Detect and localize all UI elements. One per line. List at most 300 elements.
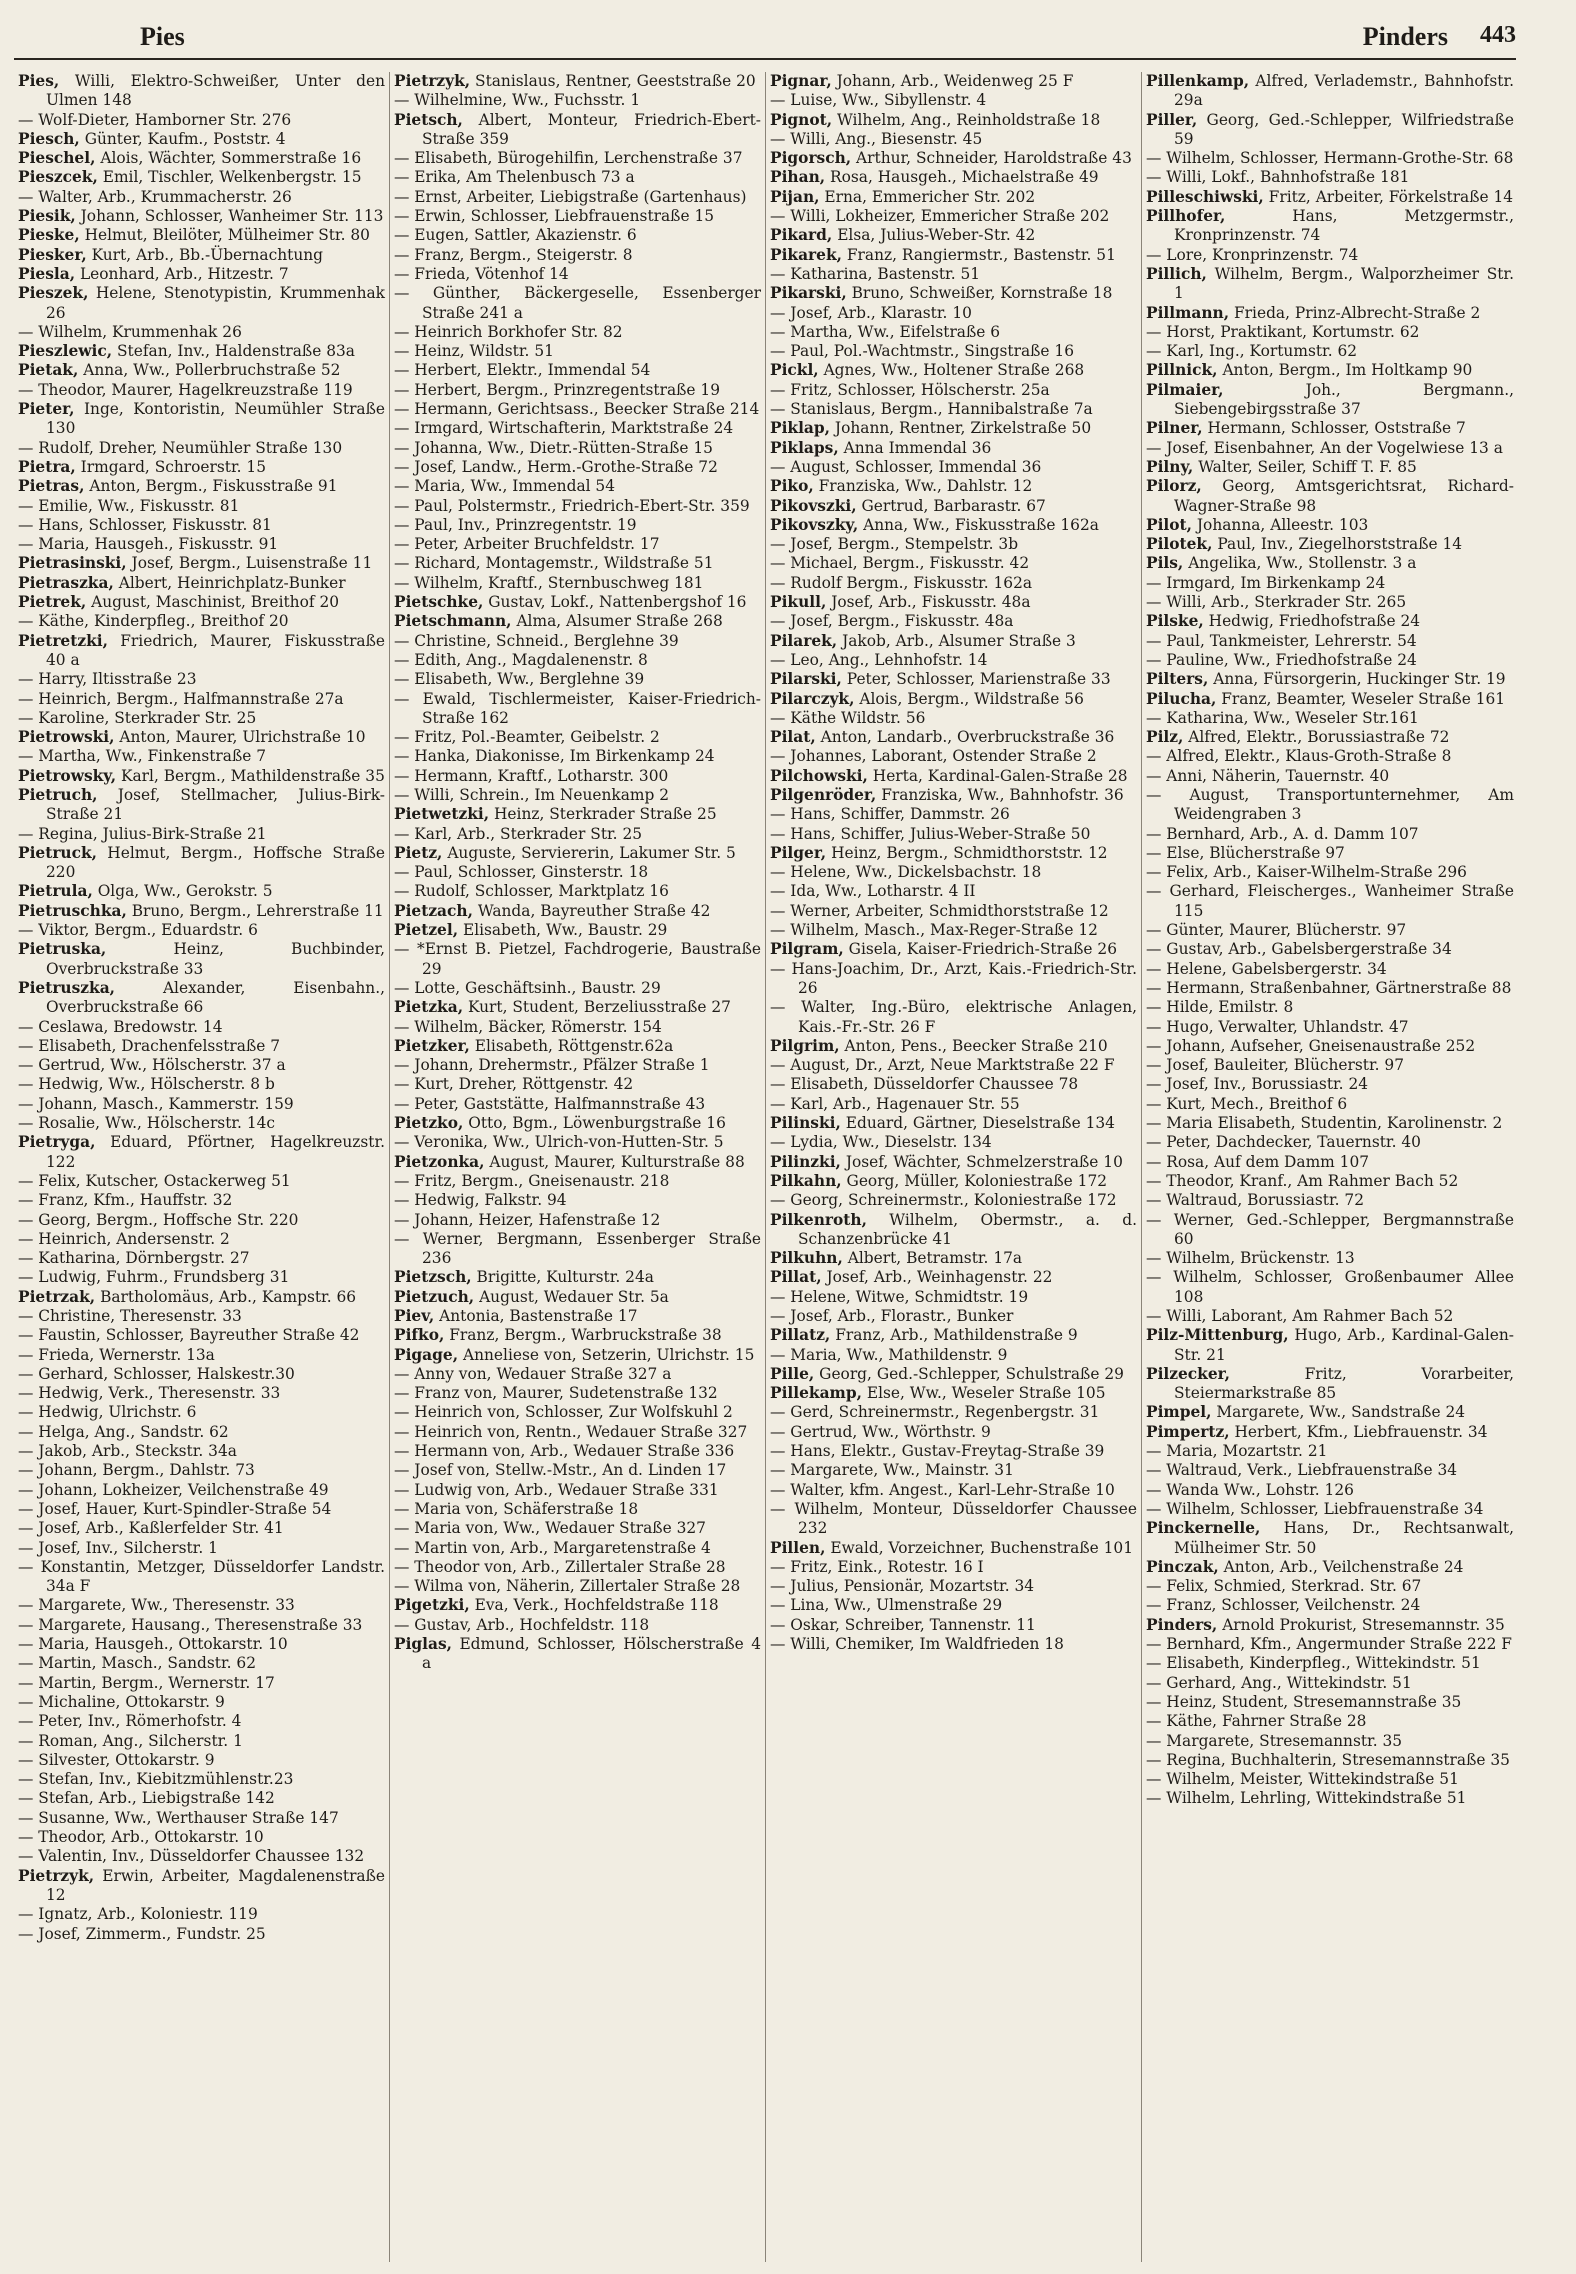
entry-details: — Margarete, Ww., Theresenstr. 33	[18, 1596, 295, 1615]
directory-entry	[18, 284, 385, 323]
directory-entry	[770, 728, 1137, 747]
entry-details: — Fritz, Pol.-Beamter, Geibelstr. 2	[394, 728, 660, 747]
entry-details: — Herbert, Elektr., Immendal 54	[394, 361, 651, 380]
directory-entry	[1146, 825, 1514, 844]
directory-entry	[770, 149, 1137, 168]
directory-entry	[18, 168, 385, 187]
entry-details: Fritz, Vorarbeiter, Steiermarkstraße 85	[1174, 1364, 1514, 1403]
directory-entry	[394, 111, 761, 150]
entry-details: — Erika, Am Thelenbusch 73 a	[394, 168, 635, 187]
entry-details: — Peter, Arbeiter Bruchfeldstr. 17	[394, 535, 660, 554]
entry-details: — Stefan, Inv., Kiebitzmühlenstr.23	[18, 1770, 294, 1789]
directory-entry	[770, 670, 1137, 689]
header-right-keyword: Pinders	[1362, 22, 1448, 51]
directory-entry	[18, 902, 385, 921]
entry-details: Johanna, Alleestr. 103	[1192, 515, 1369, 534]
entry-details: — Katharina, Ww., Weseler Str.161	[1146, 708, 1419, 727]
directory-entry	[394, 670, 761, 689]
entry-surname: Pilarski,	[770, 670, 842, 689]
directory-entry	[1146, 458, 1514, 477]
entry-surname: Pigage,	[394, 1345, 459, 1364]
entry-surname: Pillat,	[770, 1268, 822, 1287]
column-4	[1142, 72, 1518, 2262]
entry-details: — Regina, Julius-Birk-Straße 21	[18, 824, 267, 843]
entry-details: — Theodor, Maurer, Hagelkreuzstraße 119	[18, 380, 353, 399]
entry-details: Elisabeth, Ww., Baustr. 29	[458, 921, 668, 940]
entry-details: Emil, Tischler, Welkenbergstr. 15	[97, 168, 362, 187]
directory-entry	[18, 265, 385, 284]
entry-details: Helmut, Bleilöter, Mülheimer Str. 80	[79, 226, 370, 245]
entry-details: — Gerhard, Schlosser, Halskestr.30	[18, 1364, 295, 1383]
entry-details: — Margarete, Ww., Mainstr. 31	[770, 1461, 1014, 1480]
directory-entry	[1146, 1172, 1514, 1191]
directory-entry	[18, 323, 385, 342]
entry-surname: Pilkuhn,	[770, 1249, 843, 1268]
entry-surname: Pietschke,	[394, 593, 484, 612]
entry-details: Franz, Bergm., Warbruckstraße 38	[444, 1326, 722, 1345]
directory-entry	[770, 304, 1137, 323]
directory-entry	[1146, 1326, 1514, 1365]
entry-surname: Pille,	[770, 1364, 815, 1383]
directory-entry	[394, 1307, 761, 1326]
directory-entry	[394, 1596, 761, 1615]
entry-details: Anna, Ww., Fiskusstraße 162a	[858, 515, 1099, 534]
entry-details: — Willi, Laborant, Am Rahmer Bach 52	[1146, 1307, 1454, 1325]
directory-entry	[770, 1635, 1137, 1654]
entry-details: — Johann, Drehermstr., Pfälzer Straße 1	[394, 1056, 710, 1075]
directory-entry	[18, 1172, 385, 1191]
entry-surname: Pieter,	[18, 400, 75, 419]
entry-details: — Kurt, Mech., Breithof 6	[1146, 1094, 1348, 1113]
entry-details: Stanislaus, Rentner, Geeststraße 20	[470, 72, 756, 90]
entry-details: — Edith, Ang., Magdalenenstr. 8	[394, 650, 648, 669]
entry-details: — Georg, Schreinermstr., Koloniestraße 172	[770, 1191, 1117, 1210]
entry-details: — Regina, Buchhalterin, Stresemannstraße 35	[1146, 1750, 1510, 1769]
entry-details: — Käthe Wildstr. 56	[770, 708, 926, 727]
directory-entry	[394, 1211, 761, 1230]
entry-details: Irmgard, Schroerstr. 15	[75, 457, 266, 476]
directory-entry	[1146, 168, 1514, 187]
entry-details: — Heinrich von, Rentn., Wedauer Straße 327	[394, 1422, 748, 1441]
entry-details: Helene, Stenotypistin, Krummenhak 26	[46, 284, 385, 322]
entry-details: — Heinrich, Bergm., Halfmannstraße 27a	[18, 689, 344, 708]
entry-surname: Pilarek,	[770, 631, 838, 650]
directory-entry	[770, 1596, 1137, 1615]
directory-entry	[770, 1133, 1137, 1152]
entry-details: Josef, Arb., Fiskusstr. 48a	[826, 593, 1031, 612]
entry-surname: Pimpertz,	[1146, 1422, 1230, 1441]
entry-details: August, Wedauer Str. 5a	[474, 1287, 669, 1306]
entry-details: — Emilie, Ww., Fiskusstr. 81	[18, 496, 240, 515]
entry-details: August, Maurer, Kulturstraße 88	[484, 1152, 745, 1171]
entry-details: Johann, Schlosser, Wanheimer Str. 113	[75, 207, 384, 226]
entry-details: Walter, Seiler, Schiff T. F. 85	[1193, 457, 1417, 476]
entry-details: Gisela, Kaiser-Friedrich-Straße 26	[843, 940, 1117, 959]
entry-details: Hans, Metzgermstr., Kronprinzenstr. 74	[1174, 207, 1514, 245]
entry-details: Paul, Inv., Ziegelhorststraße 14	[1212, 535, 1463, 554]
entry-details: Georg, Ged.-Schlepper, Wilfriedstraße 59	[1174, 110, 1514, 148]
entry-details: Heinz, Bergm., Schmidthorststr. 12	[826, 843, 1108, 862]
entry-details: Josef, Arb., Weinhagenstr. 22	[821, 1268, 1053, 1287]
entry-details: — Georg, Bergm., Hoffsche Str. 220	[18, 1210, 299, 1229]
directory-entry	[770, 902, 1137, 921]
entry-details: — Wilhelm, Schlosser, Großenbaumer Allee 108	[1146, 1268, 1514, 1306]
directory-entry	[770, 400, 1137, 419]
entry-details: — Gerhard, Ang., Wittekindstr. 51	[1146, 1673, 1412, 1692]
directory-entry	[770, 458, 1137, 477]
entry-details: Willi, Elektro-Schweißer, Unter den Ulmen 148	[46, 72, 385, 110]
directory-entry	[18, 535, 385, 554]
entry-surname: Pietrzak,	[18, 1287, 96, 1306]
entry-surname: Pimpel,	[1146, 1403, 1212, 1422]
entry-details: — Paul, Schlosser, Ginsterstr. 18	[394, 863, 649, 882]
directory-entry	[18, 1635, 385, 1654]
directory-entry	[394, 728, 761, 747]
entry-details: — Hermann, Straßenbahner, Gärtnerstraße 88	[1146, 978, 1512, 997]
entry-details: — Christine, Theresenstr. 33	[18, 1307, 242, 1325]
entry-details: — Karoline, Sterkrader Str. 25	[18, 708, 257, 727]
entry-surname: Pilat,	[770, 728, 816, 747]
entry-details: — Rudolf, Dreher, Neumühler Straße 130	[18, 438, 343, 457]
entry-details: August, Maschinist, Breithof 20	[86, 593, 340, 612]
directory-entry	[18, 1828, 385, 1847]
directory-entry	[18, 516, 385, 535]
directory-entry	[1146, 960, 1514, 979]
directory-entry	[770, 844, 1137, 863]
entry-details: — Eugen, Sattler, Akazienstr. 6	[394, 226, 637, 245]
directory-entry	[18, 1307, 385, 1326]
entry-surname: Pieschel,	[18, 149, 96, 168]
entry-surname: Pikarski,	[770, 284, 847, 303]
entry-details: Anton, Arb., Veilchenstraße 24	[1218, 1557, 1464, 1576]
entry-details: Helmut, Bergm., Hoffsche Straße 220	[46, 843, 385, 882]
entry-surname: Pikovszki,	[770, 496, 857, 515]
directory-entry	[394, 1346, 761, 1365]
entry-surname: Pilot,	[1146, 515, 1192, 534]
directory-entry	[18, 477, 385, 496]
entry-details: Elisabeth, Röttgenstr.62a	[469, 1036, 674, 1055]
entry-details: — Oskar, Schreiber, Tannenstr. 11	[770, 1615, 1036, 1634]
directory-entry	[770, 1461, 1137, 1480]
directory-entry	[394, 825, 761, 844]
directory-entry	[18, 921, 385, 940]
entry-details: Alois, Wächter, Sommerstraße 16	[95, 149, 362, 168]
entry-details: — Felix, Schmied, Sterkrad. Str. 67	[1146, 1577, 1422, 1596]
entry-details: — Ludwig von, Arb., Wedauer Straße 331	[394, 1480, 719, 1499]
directory-entry	[18, 1365, 385, 1384]
directory-entry	[18, 1346, 385, 1365]
entry-surname: Pietschmann,	[394, 612, 512, 631]
entry-surname: Pikarek,	[770, 245, 842, 264]
directory-entry	[770, 1481, 1137, 1500]
entry-details: Wanda, Bayreuther Straße 42	[472, 901, 711, 920]
entry-details: — Frieda, Wernerstr. 13a	[18, 1345, 215, 1364]
directory-entry	[1146, 1307, 1514, 1326]
directory-entry	[1146, 979, 1514, 998]
entry-details: Elsa, Julius-Weber-Str. 42	[832, 226, 1036, 245]
entry-surname: Pietrula,	[18, 882, 93, 901]
directory-entry	[18, 940, 385, 979]
entry-details: — Elisabeth, Ww., Berglehne 39	[394, 670, 645, 689]
directory-entry	[1146, 381, 1514, 420]
entry-details: — August, Schlosser, Immendal 36	[770, 457, 1042, 476]
entry-details: — Alfred, Elektr., Klaus-Groth-Straße 8	[1146, 747, 1452, 766]
directory-entry	[1146, 574, 1514, 593]
directory-entry	[18, 226, 385, 245]
directory-entry	[1146, 1249, 1514, 1268]
entry-details: Kurt, Arb., Bb.-Übernachtung	[86, 245, 324, 264]
entry-details: — Werner, Ged.-Schlepper, Bergmannstraße 60	[1146, 1210, 1514, 1248]
entry-surname: Pilleschiwski,	[1146, 187, 1264, 206]
directory-entry	[770, 284, 1137, 303]
directory-entry	[770, 1075, 1137, 1094]
entry-surname: Pietryga,	[18, 1133, 96, 1152]
entry-details: — Bernhard, Arb., A. d. Damm 107	[1146, 824, 1419, 843]
entry-surname: Pietruch,	[18, 785, 98, 804]
directory-entry	[1146, 516, 1514, 535]
directory-entry	[18, 1230, 385, 1249]
directory-entry	[18, 381, 385, 400]
directory-entry	[770, 1056, 1137, 1075]
entry-surname: Pilgram,	[770, 940, 844, 959]
entry-details: — Elisabeth, Düsseldorfer Chaussee 78	[770, 1075, 1079, 1094]
directory-entry	[394, 921, 761, 940]
entry-details: — Peter, Inv., Römerhofstr. 4	[18, 1712, 242, 1731]
entry-surname: Piglas,	[394, 1635, 453, 1654]
directory-entry	[1146, 1056, 1514, 1075]
entry-surname: Pillnick,	[1146, 361, 1218, 380]
directory-entry	[1146, 632, 1514, 651]
directory-entry	[770, 882, 1137, 901]
directory-entry	[18, 1867, 385, 1906]
entry-details: — Käthe, Kinderpfleg., Breithof 20	[18, 612, 289, 631]
directory-entry	[1146, 921, 1514, 940]
entry-surname: Pieszek,	[18, 284, 89, 303]
directory-entry	[18, 1056, 385, 1075]
directory-entry	[394, 1365, 761, 1384]
entry-surname: Pietruska,	[18, 940, 107, 959]
entry-details: — Heinz, Wildstr. 51	[394, 342, 554, 361]
entry-details: Hermann, Schlosser, Oststraße 7	[1202, 419, 1466, 438]
entry-details: — Theodor, Kranf., Am Rahmer Bach 52	[1146, 1171, 1459, 1190]
directory-entry	[394, 1403, 761, 1422]
directory-entry	[1146, 1693, 1514, 1712]
entry-details: — Heinrich Borkhofer Str. 82	[394, 322, 623, 341]
directory-entry	[770, 921, 1137, 940]
entry-details: — Michaline, Ottokarstr. 9	[18, 1692, 225, 1711]
entry-details: — Rudolf Bergm., Fiskusstr. 162a	[770, 573, 1033, 592]
directory-entry	[394, 1384, 761, 1403]
entry-surname: Pilkahn,	[770, 1171, 842, 1190]
directory-entry	[770, 786, 1137, 805]
entry-details: Anton, Pens., Beecker Straße 210	[839, 1036, 1108, 1055]
entry-details: — Maria, Ww., Immendal 54	[394, 477, 616, 496]
directory-entry	[1146, 593, 1514, 612]
entry-details: — Heinrich, Andersenstr. 2	[18, 1229, 230, 1248]
directory-entry	[1146, 1558, 1514, 1577]
entry-details: — Josef, Bergm., Fiskusstr. 48a	[770, 612, 1014, 631]
directory-entry	[770, 1268, 1137, 1287]
entry-details: — Theodor von, Arb., Zillertaler Straße 28	[394, 1557, 726, 1576]
entry-surname: Piesla,	[18, 264, 76, 283]
entry-details: — Wilhelm, Meister, Wittekindstraße 51	[1146, 1770, 1459, 1789]
directory-entry	[770, 1153, 1137, 1172]
directory-entry	[18, 574, 385, 593]
directory-entry	[770, 690, 1137, 709]
directory-entry	[18, 400, 385, 439]
entry-details: Anna, Ww., Pollerbruchstraße 52	[78, 361, 341, 380]
directory-entry	[1146, 554, 1514, 573]
directory-entry	[18, 979, 385, 1018]
directory-entry	[18, 1037, 385, 1056]
directory-entry	[394, 535, 761, 554]
directory-entry	[770, 535, 1137, 554]
entry-details: — Martha, Ww., Finkenstraße 7	[18, 747, 267, 766]
entry-details: — Elisabeth, Bürogehilfin, Lerchenstraße 37	[394, 149, 743, 168]
directory-entry	[770, 1288, 1137, 1307]
entry-details: — Gerhard, Fleischerges., Wanheimer Straße 115	[1146, 882, 1514, 920]
entry-details: Kurt, Student, Berzeliusstraße 27	[463, 998, 731, 1017]
directory-entry	[18, 882, 385, 901]
directory-entry	[1146, 1674, 1514, 1693]
directory-entry	[1146, 1500, 1514, 1519]
directory-entry	[18, 1095, 385, 1114]
directory-entry	[394, 1288, 761, 1307]
directory-entry	[770, 1346, 1137, 1365]
entry-details: Margarete, Ww., Sandstraße 24	[1211, 1403, 1466, 1422]
entry-details: Herta, Kardinal-Galen-Straße 28	[867, 766, 1128, 785]
directory-entry	[394, 516, 761, 535]
entry-details: — Silvester, Ottokarstr. 9	[18, 1750, 215, 1769]
entry-surname: Pilinzki,	[770, 1152, 841, 1171]
entry-surname: Pilorz,	[1146, 477, 1202, 496]
entry-details: — Gertrud, Ww., Wörthstr. 9	[770, 1422, 991, 1441]
directory-entry	[394, 1153, 761, 1172]
entry-details: — Anny von, Wedauer Straße 327 a	[394, 1364, 672, 1383]
entry-details: Josef, Bergm., Luisenstraße 11	[126, 554, 373, 573]
entry-details: — Katharina, Bastenstr. 51	[770, 264, 981, 283]
directory-entry	[18, 130, 385, 149]
entry-details: — Margarete, Hausang., Theresenstraße 33	[18, 1615, 363, 1634]
directory-entry	[1146, 1423, 1514, 1442]
entry-surname: Piklap,	[770, 419, 831, 438]
entry-details: — Lina, Ww., Ulmenstraße 29	[770, 1596, 1003, 1615]
directory-entry	[1146, 940, 1514, 959]
directory-entry	[1146, 111, 1514, 150]
entry-surname: Pietzuch,	[394, 1287, 475, 1306]
entry-details: — Josef, Eisenbahner, An der Vogelwiese 13 a	[1146, 438, 1503, 457]
entry-details: — Susanne, Ww., Werthauser Straße 147	[18, 1808, 339, 1827]
directory-entry	[394, 1616, 761, 1635]
entry-surname: Pigetzki,	[394, 1596, 470, 1615]
directory-entry	[1146, 882, 1514, 921]
directory-entry	[1146, 1751, 1514, 1770]
directory-entry	[394, 593, 761, 612]
directory-entry	[18, 246, 385, 265]
entry-details: — Wilhelm, Kraftf., Sternbuschweg 181	[394, 573, 704, 592]
entry-surname: Pietwetzki,	[394, 805, 490, 824]
entry-details: Inge, Kontoristin, Neumühler Straße 130	[46, 400, 385, 438]
entry-surname: Piesch,	[18, 129, 80, 148]
directory-entry	[1146, 535, 1514, 554]
entry-details: Anneliese von, Setzerin, Ulrichstr. 15	[458, 1345, 755, 1364]
entry-details: Herbert, Kfm., Liebfrauenstr. 34	[1229, 1422, 1488, 1441]
entry-details: — Josef, Zimmerm., Fundstr. 25	[18, 1924, 266, 1943]
directory-entry	[18, 747, 385, 766]
directory-entry	[1146, 863, 1514, 882]
entry-details: Hedwig, Friedhofstraße 24	[1203, 612, 1421, 631]
entry-details: Anton, Maurer, Ulrichstraße 10	[114, 728, 366, 747]
entry-details: — Hedwig, Ulrichstr. 6	[18, 1403, 197, 1422]
directory-entry	[1146, 1732, 1514, 1751]
entry-details: Bruno, Schweißer, Kornstraße 18	[846, 284, 1113, 303]
entry-details: — August, Dr., Arzt, Neue Marktstraße 22 F	[770, 1056, 1115, 1075]
directory-entry	[770, 554, 1137, 573]
entry-details: Bartholomäus, Arb., Kampstr. 66	[95, 1287, 357, 1306]
entry-surname: Pietruck,	[18, 843, 98, 862]
directory-entry	[770, 593, 1137, 612]
entry-details: Wilhelm, Bergm., Walporzheimer Str. 1	[1174, 264, 1514, 303]
directory-entry	[18, 767, 385, 786]
directory-entry	[1146, 670, 1514, 689]
entry-surname: Pietzonka,	[394, 1152, 485, 1171]
entry-details: — Maria, Hausgeh., Ottokarstr. 10	[18, 1635, 288, 1654]
entry-details: Franziska, Ww., Dahlstr. 12	[813, 477, 1033, 496]
directory-entry	[394, 1018, 761, 1037]
directory-entry	[18, 690, 385, 709]
entry-surname: Pilgenröder,	[770, 785, 877, 804]
entry-details: Arthur, Schneider, Haroldstraße 43	[851, 149, 1132, 168]
directory-entry	[394, 554, 761, 573]
directory-entry	[394, 1075, 761, 1094]
entry-details: — Werner, Arbeiter, Schmidthorststraße 12	[770, 901, 1109, 920]
directory-entry	[394, 747, 761, 766]
entry-details: — Else, Blücherstraße 97	[1146, 843, 1345, 862]
entry-details: — Elisabeth, Kinderpfleg., Wittekindstr. 51	[1146, 1654, 1481, 1673]
entry-details: — Walter, Arb., Krummacherstr. 26	[18, 187, 292, 206]
directory-entry	[770, 1114, 1137, 1133]
directory-entry	[1146, 323, 1514, 342]
entry-details: Franziska, Ww., Bahnhofstr. 36	[876, 785, 1124, 804]
entry-details: — August, Transportunternehmer, Am Weidengraben 3	[1146, 785, 1514, 824]
entry-details: Brigitte, Kulturstr. 24a	[471, 1268, 654, 1287]
entry-details: — Wilhelm, Lehrling, Wittekindstraße 51	[1146, 1789, 1467, 1808]
directory-entry	[770, 361, 1137, 380]
entry-details: — Martha, Ww., Eifelstraße 6	[770, 322, 1001, 341]
directory-entry	[1146, 690, 1514, 709]
entry-details: Alfred, Verlademstr., Bahnhofstr. 29a	[1174, 72, 1514, 110]
directory-entry	[1146, 1616, 1514, 1635]
entry-details: — Ignatz, Arb., Koloniestr. 119	[18, 1905, 258, 1924]
entry-details: — Wanda Ww., Lohstr. 126	[1146, 1480, 1354, 1499]
entry-details: Jakob, Arb., Alsumer Straße 3	[837, 631, 1076, 650]
entry-details: — Stefan, Arb., Liebigstraße 142	[18, 1789, 275, 1808]
directory-entry	[394, 284, 761, 323]
directory-entry	[1146, 1596, 1514, 1615]
directory-entry	[394, 651, 761, 670]
entry-details: — Faustin, Schlosser, Bayreuther Straße 42	[18, 1326, 360, 1345]
directory-entry	[1146, 361, 1514, 380]
entry-details: — Ewald, Tischlermeister, Kaiser-Friedrich-Straße 162	[394, 689, 761, 727]
directory-entry	[394, 863, 761, 882]
directory-entry	[18, 342, 385, 361]
directory-entry	[1146, 1153, 1514, 1172]
entry-details: Peter, Schlosser, Marienstraße 33	[841, 670, 1111, 689]
entry-surname: Pils,	[1146, 554, 1184, 573]
directory-entry	[394, 1577, 761, 1596]
directory-entry	[770, 419, 1137, 438]
entry-details: Georg, Amtsgerichtsrat, Richard-Wagner-Straße 98	[1174, 477, 1514, 515]
